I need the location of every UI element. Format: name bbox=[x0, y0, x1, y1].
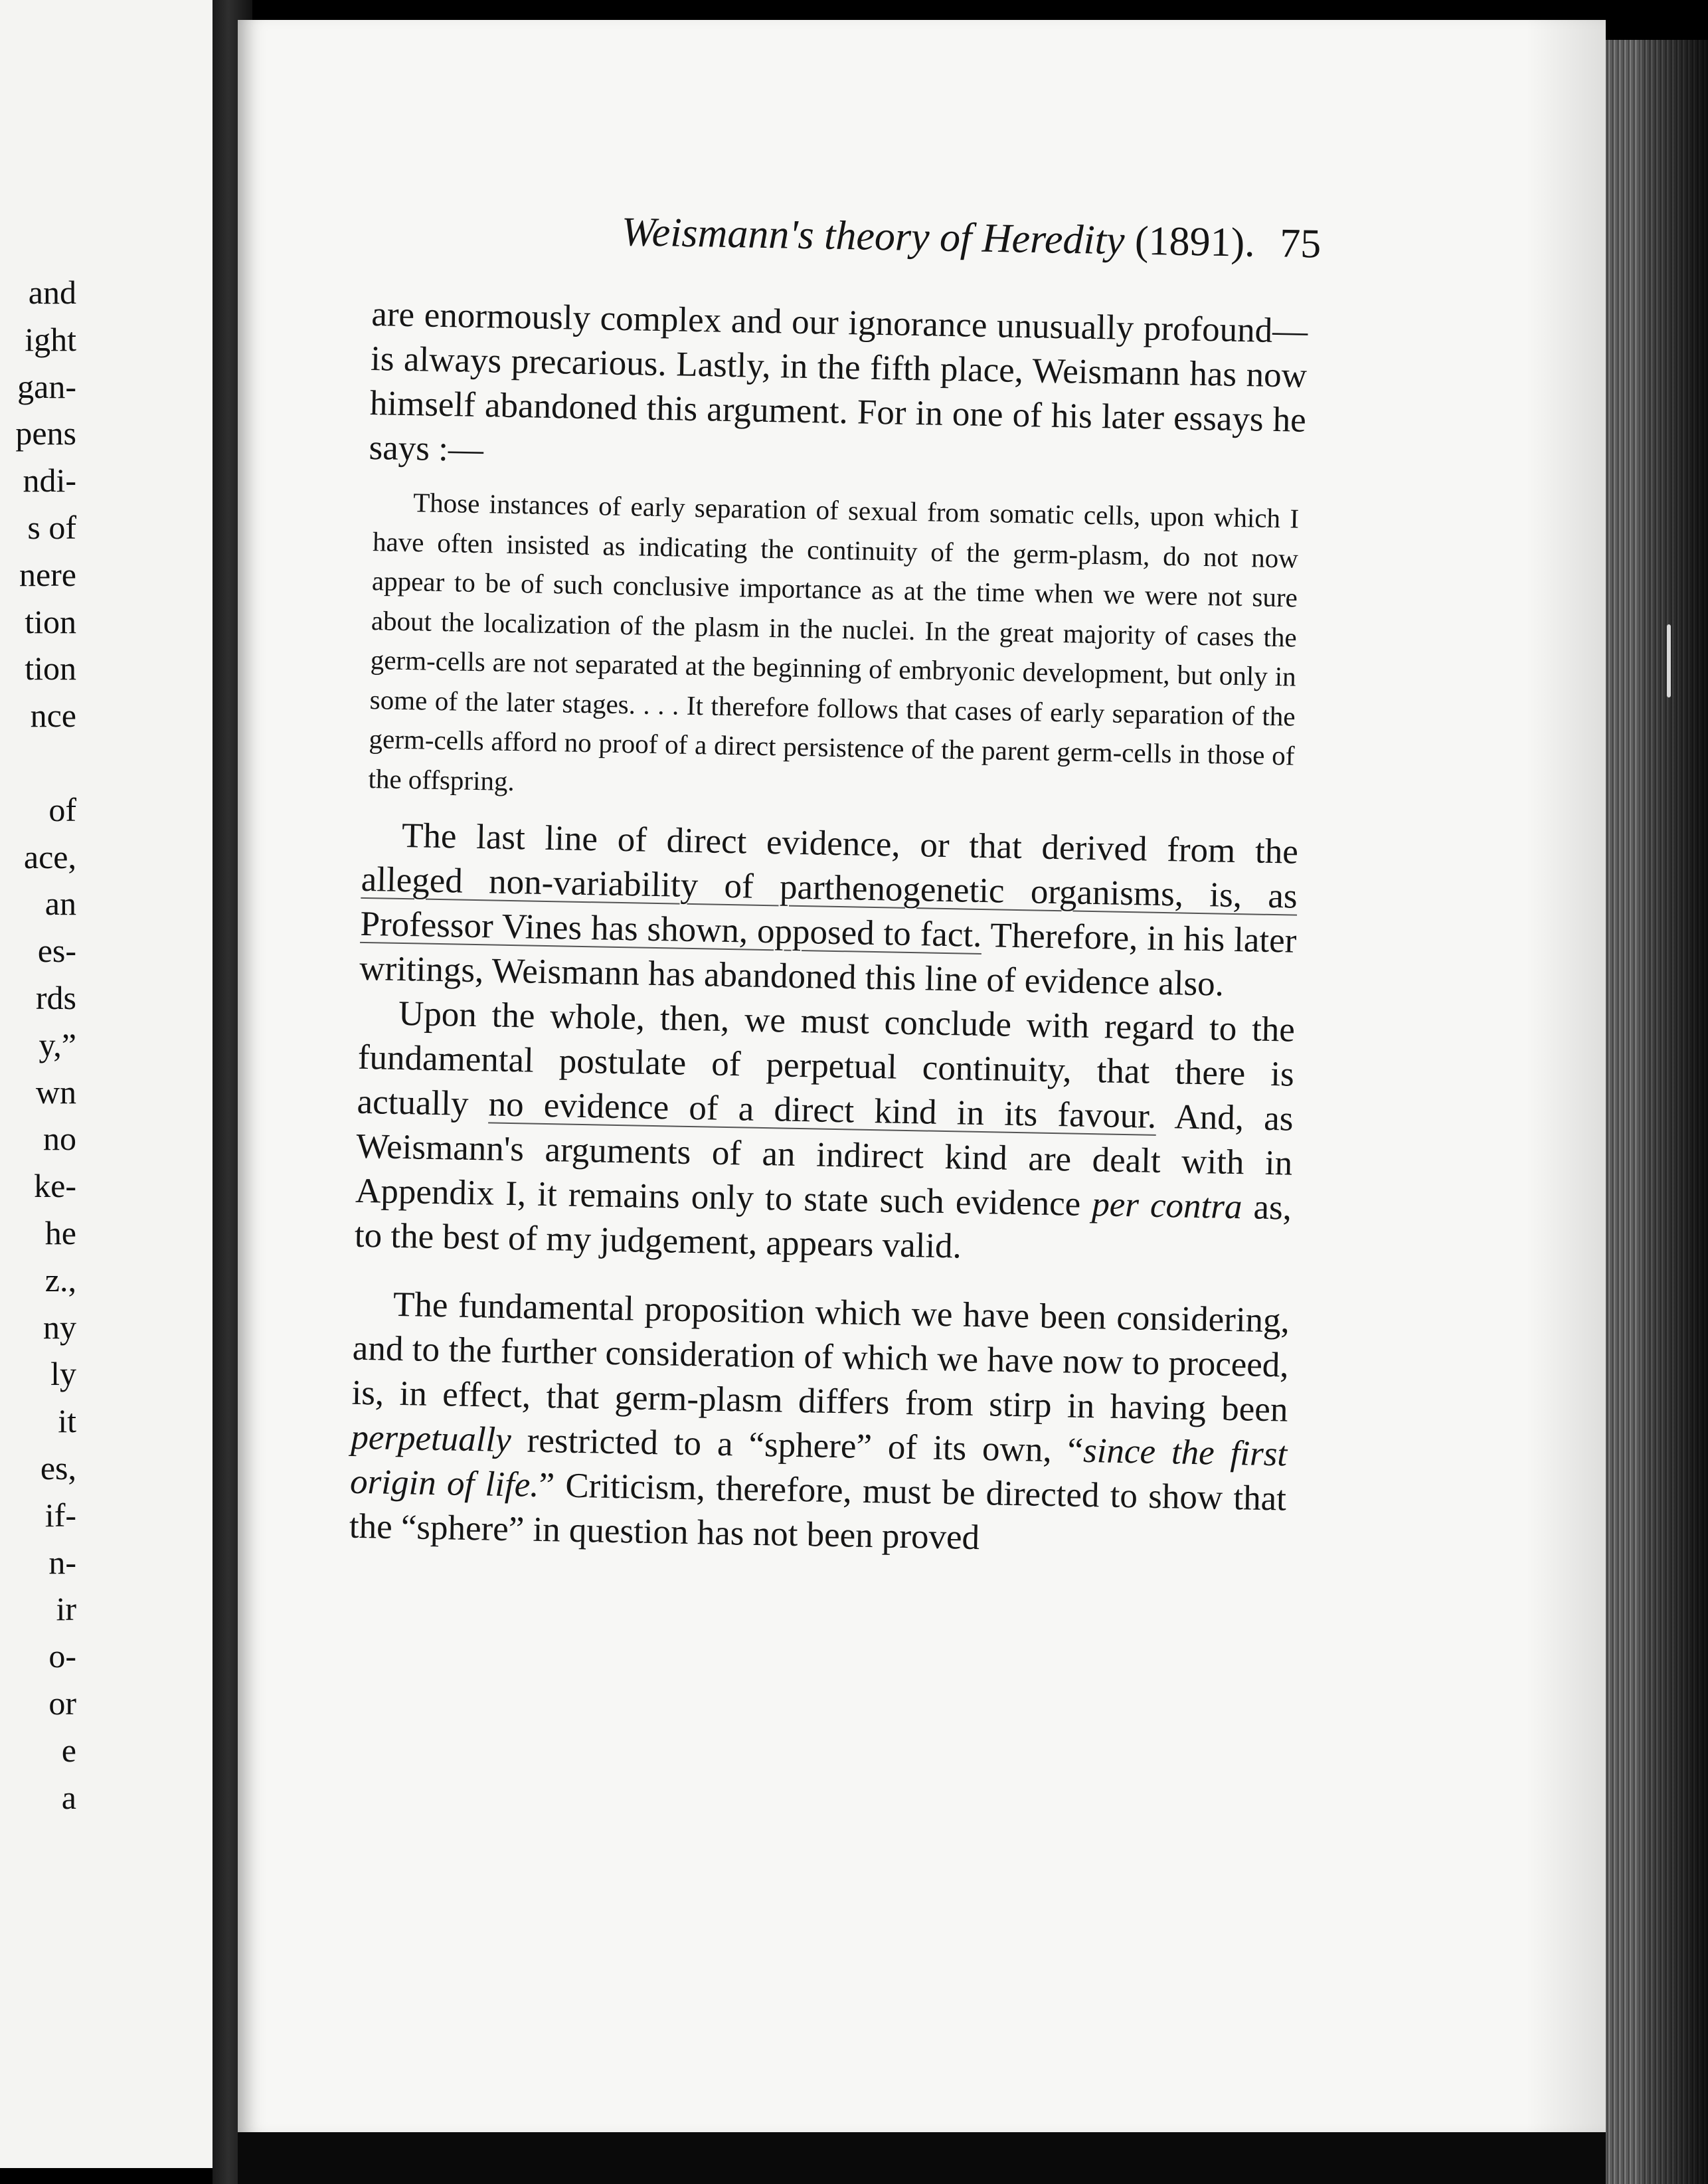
fragment-line: ke- bbox=[34, 1167, 76, 1205]
fragment-line: of bbox=[48, 790, 76, 828]
fragment-line: z., bbox=[44, 1261, 76, 1299]
fragment-line: ir bbox=[56, 1590, 76, 1628]
fragment-line: e bbox=[61, 1731, 76, 1769]
paragraph-proposition bbox=[349, 1282, 1290, 1566]
scan-bottom-edge bbox=[238, 2132, 1606, 2184]
paragraph-text: Upon the whole, then, we must conclude with regard to the fundamental postulate of perpetual continuity, that there is actually bbox=[357, 994, 1296, 1124]
fragment-line: tion bbox=[25, 650, 76, 687]
facing-page bbox=[0, 0, 213, 2168]
paragraph-text: The fundamental proposition which we have been considering, and to the further consideration of which we have now to proceed, is, in effect, that germ-plasm differs from stirp in having been bbox=[351, 1285, 1290, 1429]
fragment-line: es- bbox=[37, 932, 76, 970]
fragment-line: nere bbox=[19, 555, 76, 593]
paragraph-text: as, to the best of my judgement, appears valid. bbox=[354, 1188, 1292, 1266]
underlined-passage: no evidence of a direct kind in its favour. bbox=[488, 1085, 1157, 1136]
underlined-passage: alleged non-variability of parthenogenetic organisms, is, as Professor Vines has shown, opposed to fact. bbox=[360, 860, 1298, 955]
fragment-line: ight bbox=[25, 320, 76, 358]
facing-page-fragments bbox=[0, 269, 76, 1821]
paragraph-conclusion bbox=[354, 991, 1295, 1275]
fragment-line: ndi- bbox=[23, 462, 76, 500]
fragment-line: gan- bbox=[17, 367, 76, 405]
italic-phrase: perpetually bbox=[350, 1417, 512, 1460]
fragment-line: if- bbox=[44, 1496, 76, 1534]
block-quote: Those instances of early separation of sexual from somatic cells, upon which I have often insisted as indicating the continuity of the germ-plasm, do not now appear to be of such conclusive importance as at the time when we were not sure about the localization of the plasm in the nuclei. In the great majority of cases the germ-cells are not separated at the beginning of embryonic development, but only in some of the later stages. . . . It therefore follows that cases of early separation of the germ-cells afford no proof of a direct persistence of the parent germ-cells in those of the offspring. bbox=[368, 487, 1300, 796]
fragment-line: it bbox=[58, 1402, 76, 1440]
italic-phrase: per contra bbox=[1091, 1185, 1242, 1227]
page-edge-mark bbox=[1667, 624, 1671, 697]
paragraph-continued: are enormously complex and our ignorance unusually profound—is always precarious. Lastly, in the fifth place, Weismann has now himself abandoned this argument. For in one of his later essays he says :— bbox=[369, 294, 1308, 470]
fragment-line: an bbox=[44, 885, 76, 923]
paragraph-text: The last line of direct evidence, or that derived from the bbox=[401, 816, 1299, 871]
fragment-line: and bbox=[28, 274, 76, 311]
fragment-line: ace, bbox=[23, 838, 76, 875]
fragment-line: no bbox=[43, 1120, 76, 1158]
fragment-line: he bbox=[44, 1214, 76, 1251]
paragraph-text: restricted to a “sphere” of its own, “ bbox=[511, 1421, 1084, 1470]
fragment-line: rds bbox=[35, 978, 76, 1016]
text-block bbox=[349, 292, 1308, 1566]
page-edge-shadow bbox=[1640, 40, 1708, 2184]
fragment-line: s of bbox=[27, 508, 76, 546]
paragraph-text: ” Criticism, therefore, must be directed to show that the “sphere” in question has not been proved bbox=[349, 1465, 1287, 1558]
fragment-line: nce bbox=[30, 697, 76, 735]
fragment-line: y,” bbox=[39, 1026, 76, 1063]
fragment-line: pens bbox=[15, 414, 76, 452]
paragraph-text: Therefore, in his later writings, Weismann has abandoned this line of evidence also. bbox=[359, 915, 1297, 1004]
fragment-line: es, bbox=[40, 1449, 76, 1487]
fragment-line bbox=[0, 739, 76, 786]
fragment-line: wn bbox=[35, 1073, 76, 1111]
fragment-line: n- bbox=[48, 1543, 76, 1581]
page-number: 75 bbox=[1279, 221, 1322, 267]
running-head-year: (1891). bbox=[1134, 218, 1256, 266]
fragment-line: ny bbox=[43, 1308, 76, 1346]
paragraph-text: And, as Weismann's arguments of an indirect kind are dealt with in Appendix I, it remains only to state such evidence bbox=[355, 1097, 1294, 1224]
running-head-title: Weismann's theory of Heredity bbox=[621, 209, 1126, 264]
paragraph-direct-evidence bbox=[359, 813, 1299, 1008]
italic-phrase: since the first origin of life. bbox=[349, 1431, 1288, 1504]
fragment-line: a bbox=[61, 1778, 76, 1816]
fragment-line: tion bbox=[25, 602, 76, 640]
fragment-line: o- bbox=[48, 1637, 76, 1675]
fragment-line: or bbox=[48, 1684, 76, 1722]
fragment-line: ly bbox=[50, 1355, 76, 1393]
